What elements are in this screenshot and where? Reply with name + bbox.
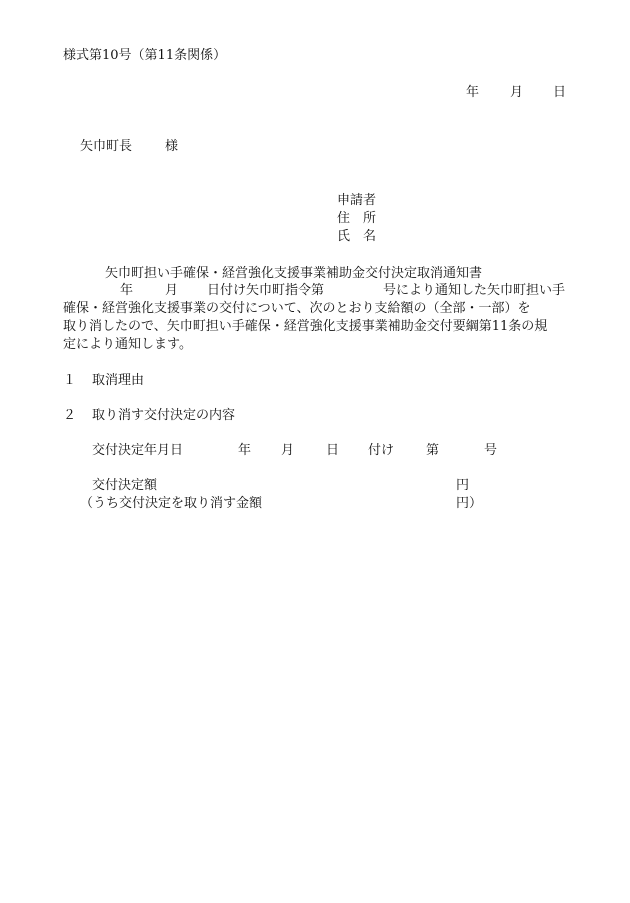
applicant-label: 申請者: [337, 193, 377, 208]
decision-month: 月: [281, 443, 295, 458]
applicant-address-label: 住 所: [337, 211, 377, 226]
document-title: 矢巾町担い手確保・経営強化支援事業補助金交付決定取消通知書: [105, 266, 483, 281]
cancel-amount-unit: 円）: [456, 496, 483, 511]
date-day: 日: [553, 85, 567, 100]
decision-year: 年: [238, 443, 252, 458]
amount-unit: 円: [456, 478, 470, 493]
item-number: ２: [63, 408, 77, 423]
body-number-ref: 号により通知した矢巾町担い手: [383, 283, 566, 298]
item-label: 取消理由: [92, 373, 145, 388]
body-line-3: 取り消したので、矢巾町担い手確保・経営強化支援事業補助金交付要綱第11条の規: [63, 319, 548, 334]
cancel-amount-label: （うち交付決定を取り消す金額: [80, 496, 263, 511]
addressee-honorific: 様: [165, 139, 179, 154]
decision-number-prefix: 第: [426, 443, 440, 458]
decision-date-label: 交付決定年月日: [92, 443, 184, 458]
form-number: 様式第10号（第11条関係）: [63, 48, 227, 63]
amount-label: 交付決定額: [92, 478, 158, 493]
body-line-4: 定により通知します。: [63, 337, 192, 352]
date-month: 月: [510, 85, 524, 100]
body-day-ref: 日付け矢巾町指令第: [207, 283, 325, 298]
decision-day: 日: [326, 443, 340, 458]
body-month: 月: [165, 283, 179, 298]
body-year: 年: [120, 283, 134, 298]
body-line-2: 確保・経営強化支援事業の交付について、次のとおり支給額の（全部・一部）を: [63, 301, 531, 316]
decision-dated: 付け: [368, 443, 395, 458]
date-year: 年: [466, 85, 480, 100]
item-number: １: [63, 373, 77, 388]
decision-number-suffix: 号: [484, 443, 498, 458]
applicant-name-label: 氏 名: [337, 229, 377, 244]
item-label: 取り消す交付決定の内容: [92, 408, 236, 423]
addressee-name: 矢巾町長: [80, 139, 133, 154]
